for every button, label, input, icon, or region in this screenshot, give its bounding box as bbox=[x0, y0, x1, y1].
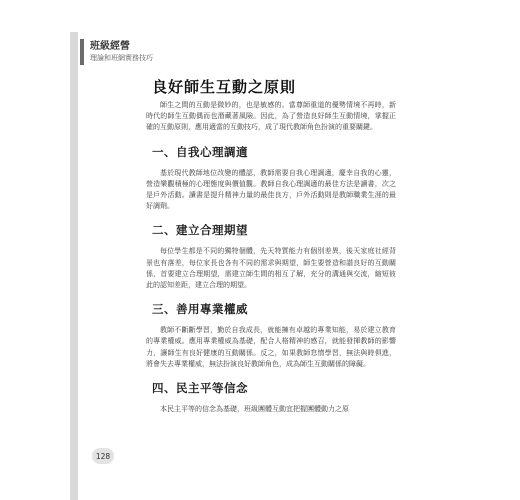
section-paragraph: 每位學生都是不同的獨特個體，先天特質能力有個別差異，後天家庭社經背景也有落差，每位家長也各有不同的需求與期望，師生要營造和諧良好的互動關係，首要建立合理期望，需建立師生間的相互了解，充分的溝通與交流，縮短彼此的認知差距，建立合理的期望。 bbox=[146, 247, 396, 290]
section-heading: 三、善用專業權威 bbox=[152, 302, 248, 317]
body-content bbox=[146, 100, 396, 419]
chapter-title: 良好師生互動之原則 bbox=[152, 78, 297, 96]
margin-band bbox=[70, 32, 78, 500]
section-heading: 二、建立合理期望 bbox=[152, 223, 248, 238]
section-paragraph: 基於現代教師地位改變的體認，教師需要自我心理調適，慶幸自我的心靈，營造樂觀積極的心理態度與價值觀。教師自我心理調適的最佳方法是讀書，次之是戶外活動。讀書是提升精神力量的最佳良方，戶外活動則是教師職業生涯的最好調劑。 bbox=[146, 168, 396, 211]
section-heading: 四、民主平等信念 bbox=[152, 381, 248, 396]
running-header bbox=[80, 36, 153, 68]
book-title: 班級經營 bbox=[90, 41, 130, 52]
intro-paragraph: 師生之間的互動是微妙的，也是敏感的。當尊師重道的優勢情境不再時，新時代的師生互動偶而也潛藏著風險。因此，為了營造良好師生互動情境，掌握正確的互動原則，應用適當的互動技巧，成了現代教師角色扮演的重要關鍵。 bbox=[146, 101, 396, 132]
header-marker bbox=[80, 39, 84, 65]
section-paragraph: 教師不斷斷學習，勤於自我成長，就能擁有卓越的專業知能，易於建立教育的專業權威。應用專業權威為基礎，配合人格精神的感召，就能發揮教師的影響力，讓師生有良好健康的互動關係。反之，如果教師怠惰學習，無法與時俱進，將會失去專業權威，無法扮演良好教師角色，成為師生互動關係的障礙。 bbox=[146, 326, 396, 368]
page-number: 128 bbox=[92, 448, 114, 464]
section-heading: 一、自我心理調適 bbox=[152, 144, 248, 159]
section-paragraph: 本民主平等的信念為基礎，班級團體互動宜把握團體動力之原 bbox=[160, 405, 349, 414]
book-subtitle: 理論和班網實務技巧 bbox=[90, 54, 153, 62]
